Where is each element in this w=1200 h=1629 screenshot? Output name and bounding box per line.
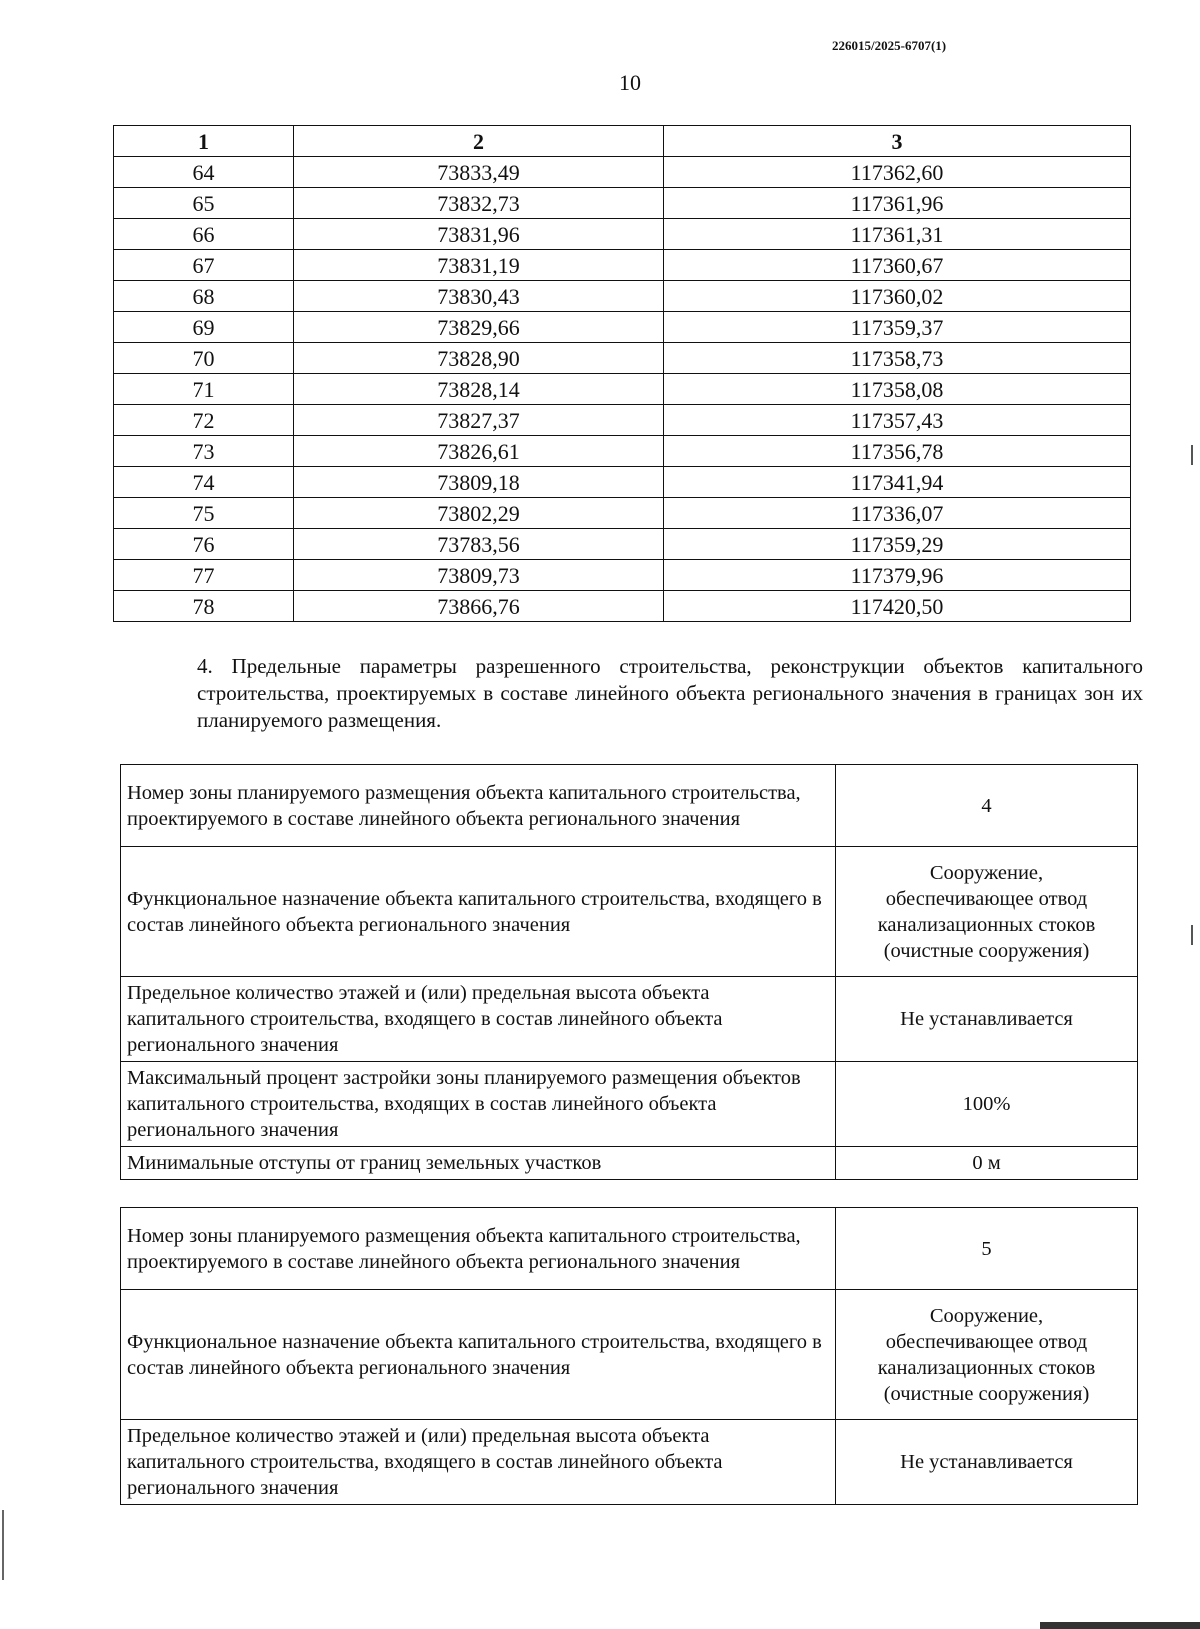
table-cell: 78 bbox=[114, 591, 294, 622]
parameter-value: 0 м bbox=[836, 1147, 1138, 1180]
column-header: 1 bbox=[114, 126, 294, 157]
parameter-row bbox=[121, 977, 1138, 1062]
table-cell: 117336,07 bbox=[664, 498, 1131, 529]
parameter-value: Сооружение, обеспечивающее отвод канализационных стоков (очистные сооружения) bbox=[836, 1290, 1138, 1420]
table-cell: 73826,61 bbox=[294, 436, 664, 467]
table-cell: 117341,94 bbox=[664, 467, 1131, 498]
table-cell: 117359,37 bbox=[664, 312, 1131, 343]
table-cell: 65 bbox=[114, 188, 294, 219]
page-number: 10 bbox=[619, 70, 641, 95]
table-row bbox=[114, 312, 1131, 343]
table-cell: 73802,29 bbox=[294, 498, 664, 529]
table-cell: 73830,43 bbox=[294, 281, 664, 312]
parameter-value: Сооружение, обеспечивающее отвод канализационных стоков (очистные сооружения) bbox=[836, 847, 1138, 977]
table-cell: 117361,96 bbox=[664, 188, 1131, 219]
table-cell: 73783,56 bbox=[294, 529, 664, 560]
table-cell: 64 bbox=[114, 157, 294, 188]
table-cell: 66 bbox=[114, 219, 294, 250]
table-row bbox=[114, 281, 1131, 312]
parameter-label: Функциональное назначение объекта капитального строительства, входящего в состав линейного объекта регионального значения bbox=[121, 1290, 836, 1420]
column-header: 3 bbox=[664, 126, 1131, 157]
parameter-row bbox=[121, 1062, 1138, 1147]
table-cell: 73831,96 bbox=[294, 219, 664, 250]
scan-edge-shadow bbox=[1040, 1622, 1200, 1629]
table-cell: 75 bbox=[114, 498, 294, 529]
parameter-label: Предельное количество этажей и (или) предельная высота объекта капитального строительства, входящего в состав линейного объекта регионального значения bbox=[121, 1420, 836, 1505]
section-4-paragraph bbox=[113, 653, 1143, 734]
table-row bbox=[114, 529, 1131, 560]
section-4-text: 4. Предельные параметры разрешенного строительства, реконструкции объектов капитального строительства, проектируемых в составе линейного объекта регионального значения в границах зон их планируемого размещения. bbox=[197, 654, 1143, 732]
table-row bbox=[114, 188, 1131, 219]
table-cell: 117360,02 bbox=[664, 281, 1131, 312]
table-cell: 68 bbox=[114, 281, 294, 312]
table-cell: 73828,90 bbox=[294, 343, 664, 374]
table-cell: 73866,76 bbox=[294, 591, 664, 622]
table-row bbox=[114, 343, 1131, 374]
parameter-row bbox=[121, 847, 1138, 977]
table-cell: 73809,18 bbox=[294, 467, 664, 498]
table-row bbox=[114, 498, 1131, 529]
table-cell: 76 bbox=[114, 529, 294, 560]
table-cell: 73832,73 bbox=[294, 188, 664, 219]
parameter-label: Номер зоны планируемого размещения объекта капитального строительства, проектируемого в составе линейного объекта регионального значения bbox=[121, 765, 836, 847]
table-cell: 70 bbox=[114, 343, 294, 374]
table-row bbox=[114, 250, 1131, 281]
table-cell: 117356,78 bbox=[664, 436, 1131, 467]
table-cell: 71 bbox=[114, 374, 294, 405]
parameter-value: Не устанавливается bbox=[836, 977, 1138, 1062]
table-cell: 73 bbox=[114, 436, 294, 467]
table-cell: 73833,49 bbox=[294, 157, 664, 188]
table-row bbox=[114, 591, 1131, 622]
table-cell: 117360,67 bbox=[664, 250, 1131, 281]
table-cell: 117379,96 bbox=[664, 560, 1131, 591]
parameter-row bbox=[121, 1420, 1138, 1505]
table-cell: 117358,08 bbox=[664, 374, 1131, 405]
table-cell: 117362,60 bbox=[664, 157, 1131, 188]
table-cell: 77 bbox=[114, 560, 294, 591]
parameter-value: 5 bbox=[836, 1208, 1138, 1290]
parameter-row bbox=[121, 1147, 1138, 1180]
scan-edge-mark bbox=[2, 1510, 4, 1580]
parameter-label: Максимальный процент застройки зоны планируемого размещения объектов капитального строительства, входящих в состав линейного объекта регионального значения bbox=[121, 1062, 836, 1147]
table-cell: 73828,14 bbox=[294, 374, 664, 405]
parameter-value: Не устанавливается bbox=[836, 1420, 1138, 1505]
parameter-value: 100% bbox=[836, 1062, 1138, 1147]
parameter-label: Номер зоны планируемого размещения объекта капитального строительства, проектируемого в составе линейного объекта регионального значения bbox=[121, 1208, 836, 1290]
table-row bbox=[114, 560, 1131, 591]
table-row bbox=[114, 405, 1131, 436]
table-cell: 69 bbox=[114, 312, 294, 343]
parameter-label: Функциональное назначение объекта капитального строительства, входящего в состав линейного объекта регионального значения bbox=[121, 847, 836, 977]
zone-4-parameters-table bbox=[120, 764, 1138, 1180]
table-cell: 117357,43 bbox=[664, 405, 1131, 436]
coordinates-table bbox=[113, 125, 1131, 622]
table-cell: 73829,66 bbox=[294, 312, 664, 343]
table-cell: 117358,73 bbox=[664, 343, 1131, 374]
table-row bbox=[114, 467, 1131, 498]
table-header-row bbox=[114, 126, 1131, 157]
document-id: 226015/2025-6707(1) bbox=[832, 38, 947, 53]
table-cell: 67 bbox=[114, 250, 294, 281]
parameter-label: Предельное количество этажей и (или) предельная высота объекта капитального строительства, входящего в состав линейного объекта регионального значения bbox=[121, 977, 836, 1062]
parameter-row bbox=[121, 1208, 1138, 1290]
table-cell: 73827,37 bbox=[294, 405, 664, 436]
scan-edge-mark bbox=[1191, 445, 1193, 465]
table-row bbox=[114, 219, 1131, 250]
parameter-label: Минимальные отступы от границ земельных участков bbox=[121, 1147, 836, 1180]
table-row bbox=[114, 374, 1131, 405]
zone-5-parameters-table bbox=[120, 1207, 1138, 1505]
table-row bbox=[114, 436, 1131, 467]
parameter-value: 4 bbox=[836, 765, 1138, 847]
table-cell: 117420,50 bbox=[664, 591, 1131, 622]
table-cell: 73831,19 bbox=[294, 250, 664, 281]
column-header: 2 bbox=[294, 126, 664, 157]
scan-edge-mark bbox=[1191, 925, 1193, 945]
table-cell: 117361,31 bbox=[664, 219, 1131, 250]
table-cell: 117359,29 bbox=[664, 529, 1131, 560]
parameter-row bbox=[121, 765, 1138, 847]
table-cell: 73809,73 bbox=[294, 560, 664, 591]
table-cell: 74 bbox=[114, 467, 294, 498]
parameter-row bbox=[121, 1290, 1138, 1420]
table-cell: 72 bbox=[114, 405, 294, 436]
table-row bbox=[114, 157, 1131, 188]
